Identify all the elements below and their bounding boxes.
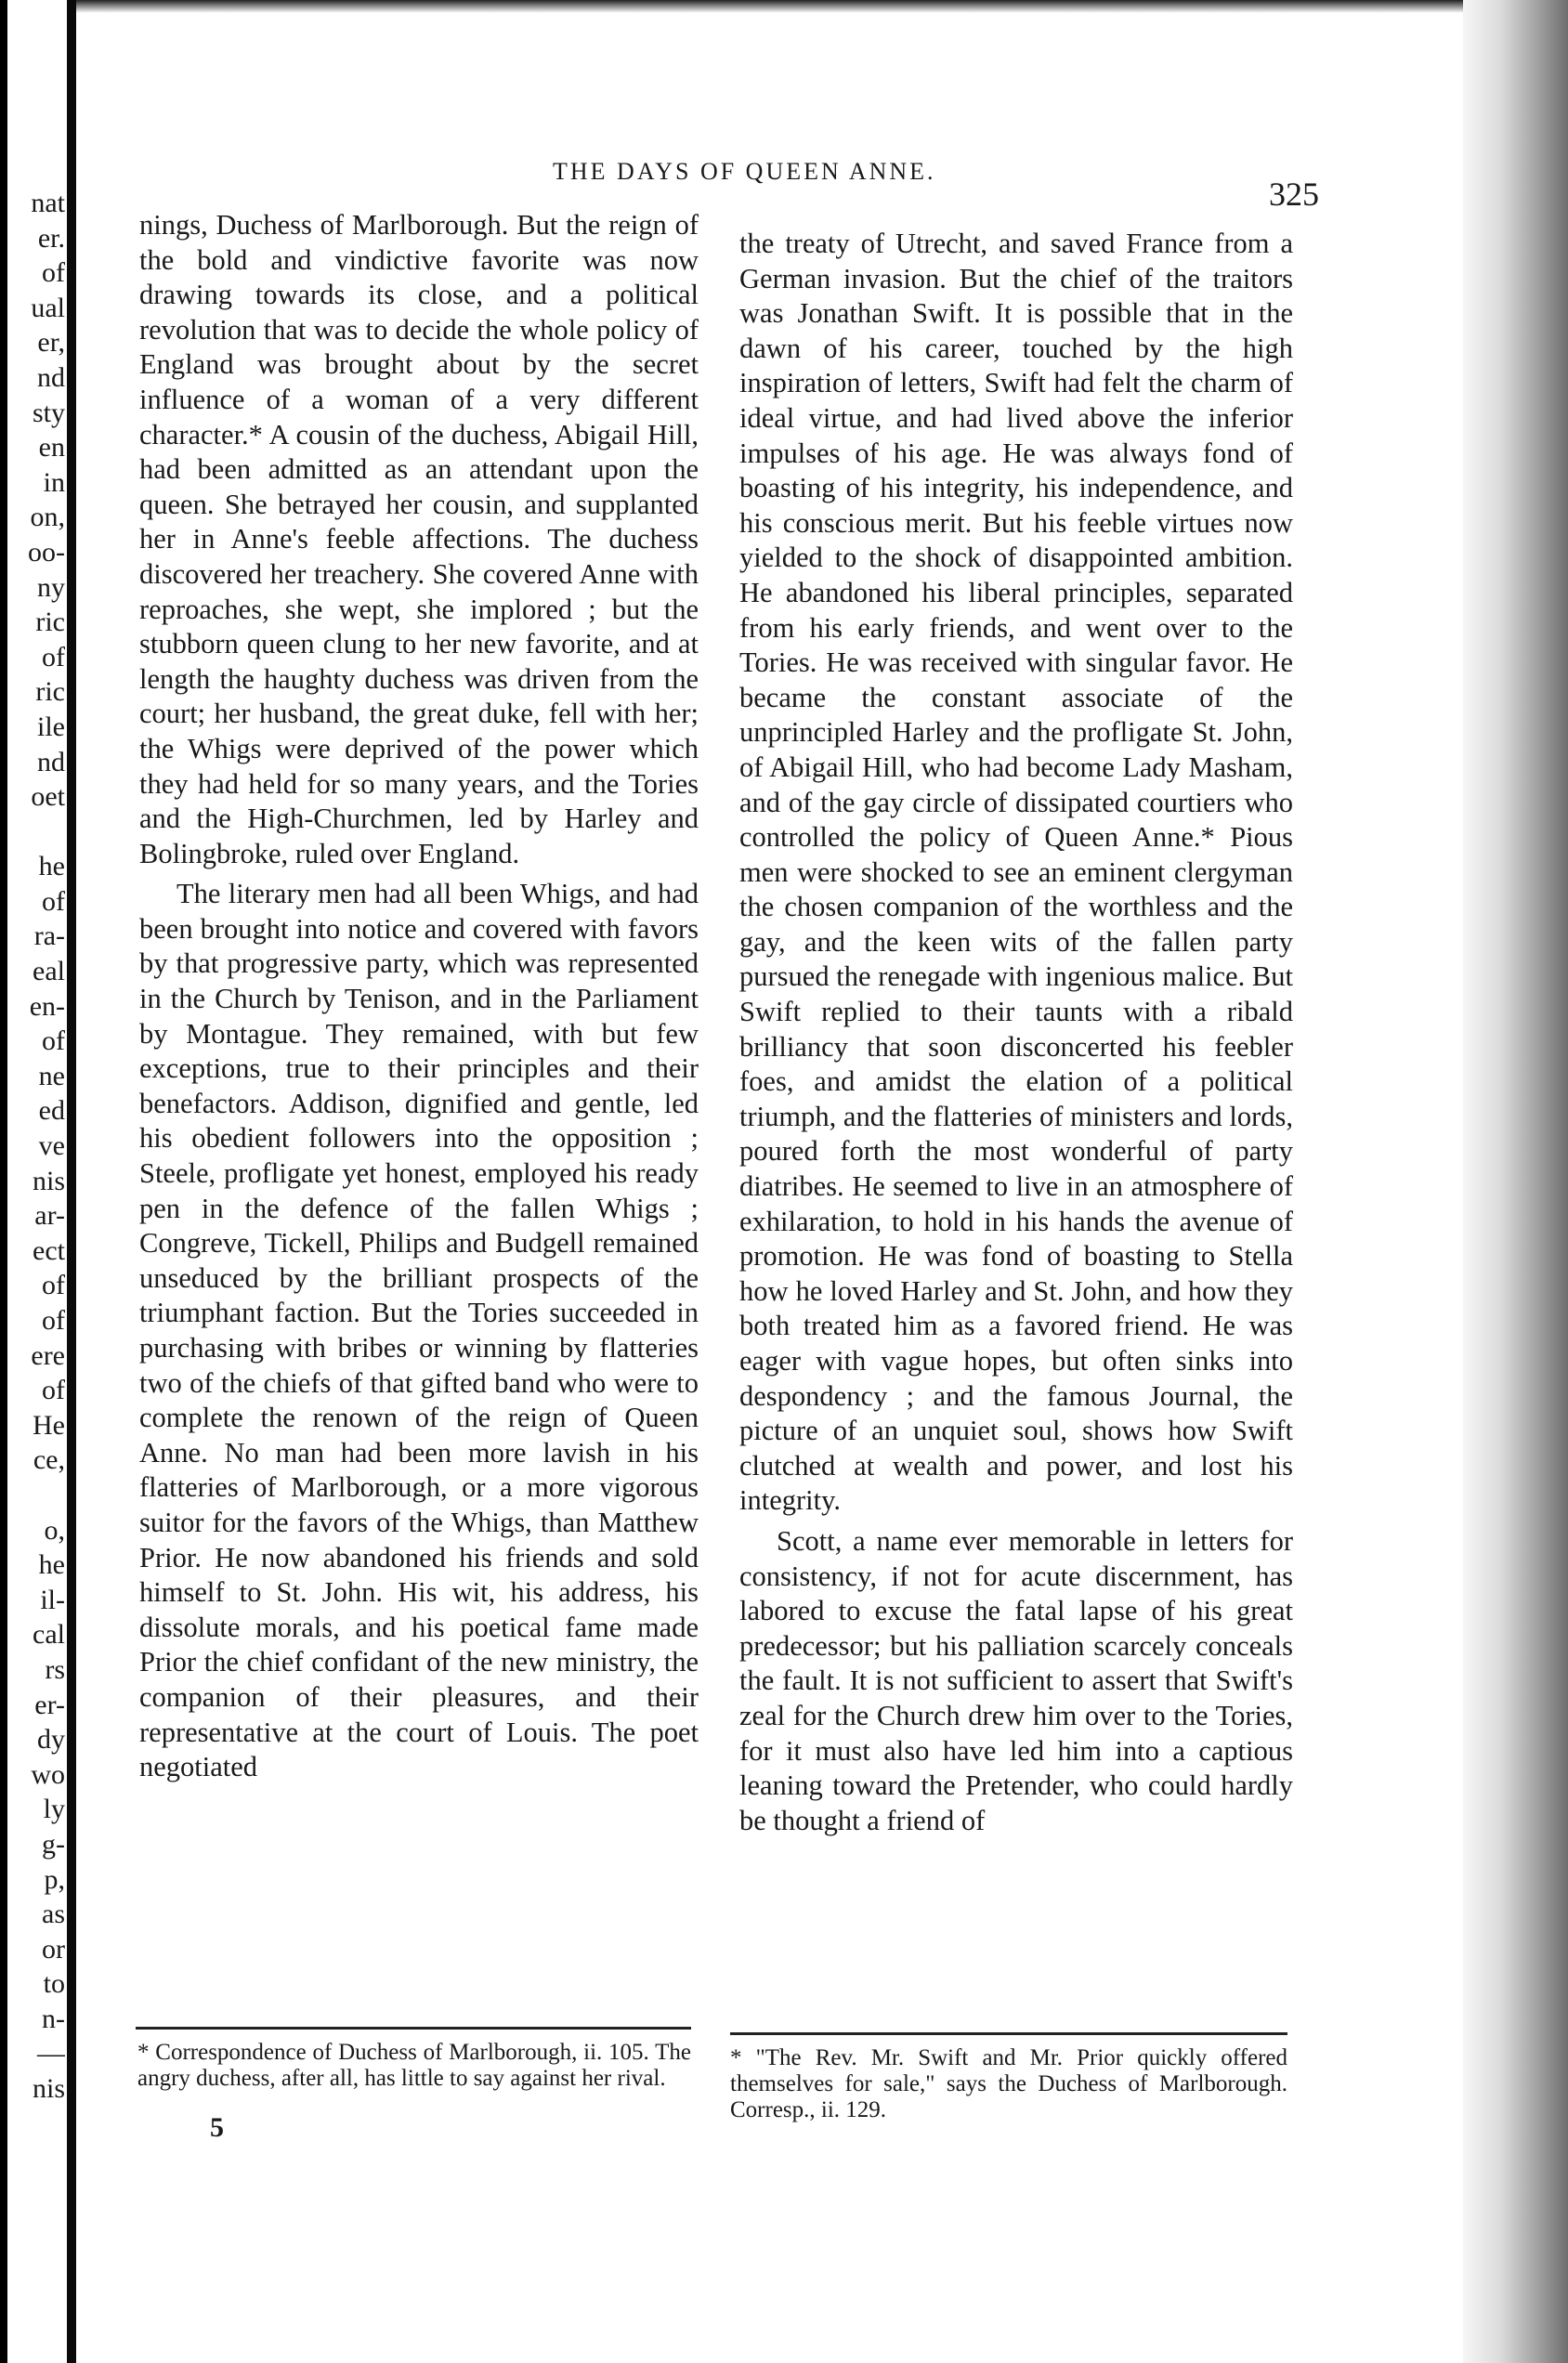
edge-fragment: eal <box>33 956 65 987</box>
edge-fragment: ric <box>35 676 65 708</box>
edge-fragment: ric <box>35 607 65 638</box>
edge-fragment: nd <box>37 746 65 777</box>
right-paragraph-1: the treaty of Utrecht, and saved France from a German invasion. But the chief of the traitors was Jonathan Swift. It is possible that in the dawn of his career, touched by the high inspiration of letters, Swift had felt the charm of ideal virtue, and had lived above the inferior impulses of his age. He was always fond of boasting of his integrity, his independence, and his conscious merit. But his feeble virtues now yielded to the shock of disappointed ambition. He abandoned his liberal principles, separated from his early friends, and went over to the Tories. He was received with singular favor. He became the constant associate of the unprincipled Harley and the profligate St. John, of Abigail Hill, who had become Lady Masham, and of the gay circle of dissipated courtiers who controlled the policy of Queen Anne.* Pious men were shocked to see an eminent clergyman the chosen companion of the worthless and the gay, and the keen wits of the fallen party pursued the renegade with ingenious malice. But Swift replied to their taunts with a ribald brilliancy that soon disconcerted his feebler foes, and amidst the elation of a political triumph, and the flatteries of ministers and lords, poured forth the most wonderful of party diatribes. He seemed to live in an atmosphere of exhilaration, to hold in his hands the avenue of promotion. He was fond of boasting to Stella how he loved Harley and St. John, and how they both treated him as a favored friend. He was eager with vague hopes, but often sinks into despondency ; and the famous Journal, the picture of an unquiet soul, shows how Swift clutched at wealth and power, and lost his integrity. <box>739 228 1293 1517</box>
edge-fragment: ual <box>31 292 65 323</box>
edge-fragment: on, <box>30 502 65 533</box>
footnote-rule-right <box>730 2032 1287 2035</box>
edge-fragment: sty <box>32 397 65 428</box>
edge-fragment: nat <box>31 188 65 218</box>
edge-fragment: ere <box>31 1339 65 1371</box>
edge-fragment: nis <box>32 1165 65 1196</box>
top-edge-shadow <box>76 0 1463 13</box>
edge-fragment: ile <box>37 711 65 742</box>
edge-fragment: g- <box>42 1828 65 1860</box>
footnote-right: * "The Rev. Mr. Swift and Mr. Prior quickly offered themselves for sale," says the Duchess of Marlborough. Corresp., ii. 129. <box>730 2045 1287 2122</box>
edge-fragment: in <box>43 466 65 498</box>
edge-fragment: en- <box>29 990 65 1022</box>
edge-fragment: ny <box>37 571 65 603</box>
edge-fragment: ar- <box>34 1200 65 1232</box>
edge-fragment: of <box>42 257 65 289</box>
edge-fragment <box>7 1478 65 1513</box>
running-head: THE DAYS OF QUEEN ANNE. <box>553 158 936 185</box>
right-page-shadow <box>1463 0 1568 2363</box>
right-paragraph-2: Scott, a name ever memorable in letters for consistency, if not for acute discernment, has labored to excuse the fatal lapse of his great predecessor; but his palliation scarcely conceals the fault. It is not sufficient to assert that Swift's zeal for the Church drew him over to the Tories, for it must also have led him into a captious leaning toward the Pretender, who could hardly be thought a friend of <box>739 1524 1293 1836</box>
edge-fragment: ce, <box>33 1444 65 1476</box>
edge-fragment: nis <box>32 2073 65 2105</box>
signature-mark: 5 <box>210 2112 224 2143</box>
edge-fragment: er, <box>37 327 65 359</box>
edge-fragment: of <box>42 1375 65 1406</box>
edge-fragment: p, <box>44 1863 65 1895</box>
edge-fragment: oo- <box>28 536 65 568</box>
page-edge-shadow <box>0 0 7 2363</box>
edge-fragment: he <box>38 1549 65 1581</box>
edge-fragment: of <box>42 885 65 917</box>
edge-fragment: ne <box>38 1060 65 1091</box>
edge-fragment: wo <box>31 1758 65 1790</box>
footnote-left: * Correspondence of Duchess of Marlborough, ii. 105. The angry duchess, after all, has little to say against her rival. <box>137 2040 691 2091</box>
edge-fragment: ra- <box>33 920 65 952</box>
book-gutter <box>67 0 76 2363</box>
edge-fragment <box>7 815 65 850</box>
edge-fragment: as <box>42 1899 65 1930</box>
edge-fragment: He <box>33 1409 65 1441</box>
edge-fragment: of <box>42 1270 65 1301</box>
edge-fragment: of <box>42 641 65 672</box>
edge-fragment: or <box>42 1933 65 1965</box>
edge-fragment: oet <box>31 781 65 813</box>
edge-fragment: rs <box>45 1653 65 1685</box>
edge-fragment: he <box>38 851 65 882</box>
edge-fragment: en <box>38 432 65 463</box>
edge-fragment: il- <box>40 1584 65 1615</box>
edge-fragment: of <box>42 1025 65 1057</box>
page-number: 325 <box>1269 176 1319 213</box>
edge-fragment: n- <box>42 2003 65 2034</box>
right-column <box>739 227 1293 1838</box>
edge-fragment: o, <box>44 1514 65 1546</box>
edge-fragment: ve <box>38 1130 65 1162</box>
edge-fragment: er- <box>34 1689 65 1720</box>
left-paragraph-1: nings, Duchess of Marlborough. But the reign of the bold and vindictive favorite was now drawing towards its close, and a political revolution that was to decide the whole policy of England was brought about by the secret influence of a woman of a very different character.* A cousin of the duchess, Abigail Hill, had been admitted as an attendant upon the queen. She betrayed her cousin, and supplanted her in Anne's feeble affections. The duchess discovered her treachery. She covered Anne with reproaches, she wept, she implored ; but the stubborn queen clung to her new favorite, and at length the haughty duchess was driven from the court; her husband, the great duke, fell with her; the Whigs were deprived of the power which they had held for so many years, and the Tories and the High-Churchmen, led by Harley and Bolingbroke, ruled over England. <box>139 209 699 869</box>
edge-fragment: ed <box>38 1095 65 1127</box>
edge-fragment: ect <box>33 1234 65 1266</box>
edge-fragment: of <box>42 1305 65 1336</box>
edge-fragment: nd <box>37 361 65 393</box>
edge-fragment: er. <box>37 222 65 254</box>
edge-fragment: — <box>37 2038 65 2069</box>
left-paragraph-2: The literary men had all been Whigs, and had been brought into notice and covered with favors by that progressive party, which was represented in the Church by Tenison, and in the Parliament by Montague. They remained, with but few exceptions, true to their principles and their benefactors. Addison, dignified and gentle, led his obedient followers into the opposition ; Steele, profligate yet honest, employed his ready pen in the defence of the fallen Whigs ; Congreve, Tickell, Philips and Budgell remained unseduced by the brilliant prospects of the triumphant faction. But the Tories succeeded in purchasing with bribes or winning by flatteries two of the chiefs of that gifted band who were to complete the renown of the reign of Queen Anne. No man had been more lavish in his flatteries of Marlborough, or a more vigorous suitor for the favors of the Whigs, than Matthew Prior. He now abandoned his friends and sold himself to St. John. His wit, his address, his dissolute morals, and his poetical fame made Prior the chief confidant of the new ministry, the companion of their pleasures, and their representative at the court of Louis. The poet negotiated <box>139 878 699 1783</box>
edge-fragment: cal <box>33 1619 65 1651</box>
edge-fragment: dy <box>37 1724 65 1756</box>
edge-fragment: ly <box>43 1794 65 1825</box>
left-column <box>139 208 699 1785</box>
edge-fragment: to <box>43 1968 65 2000</box>
footnote-rule-left <box>136 2027 691 2030</box>
facing-page-edge-text <box>7 186 65 2107</box>
